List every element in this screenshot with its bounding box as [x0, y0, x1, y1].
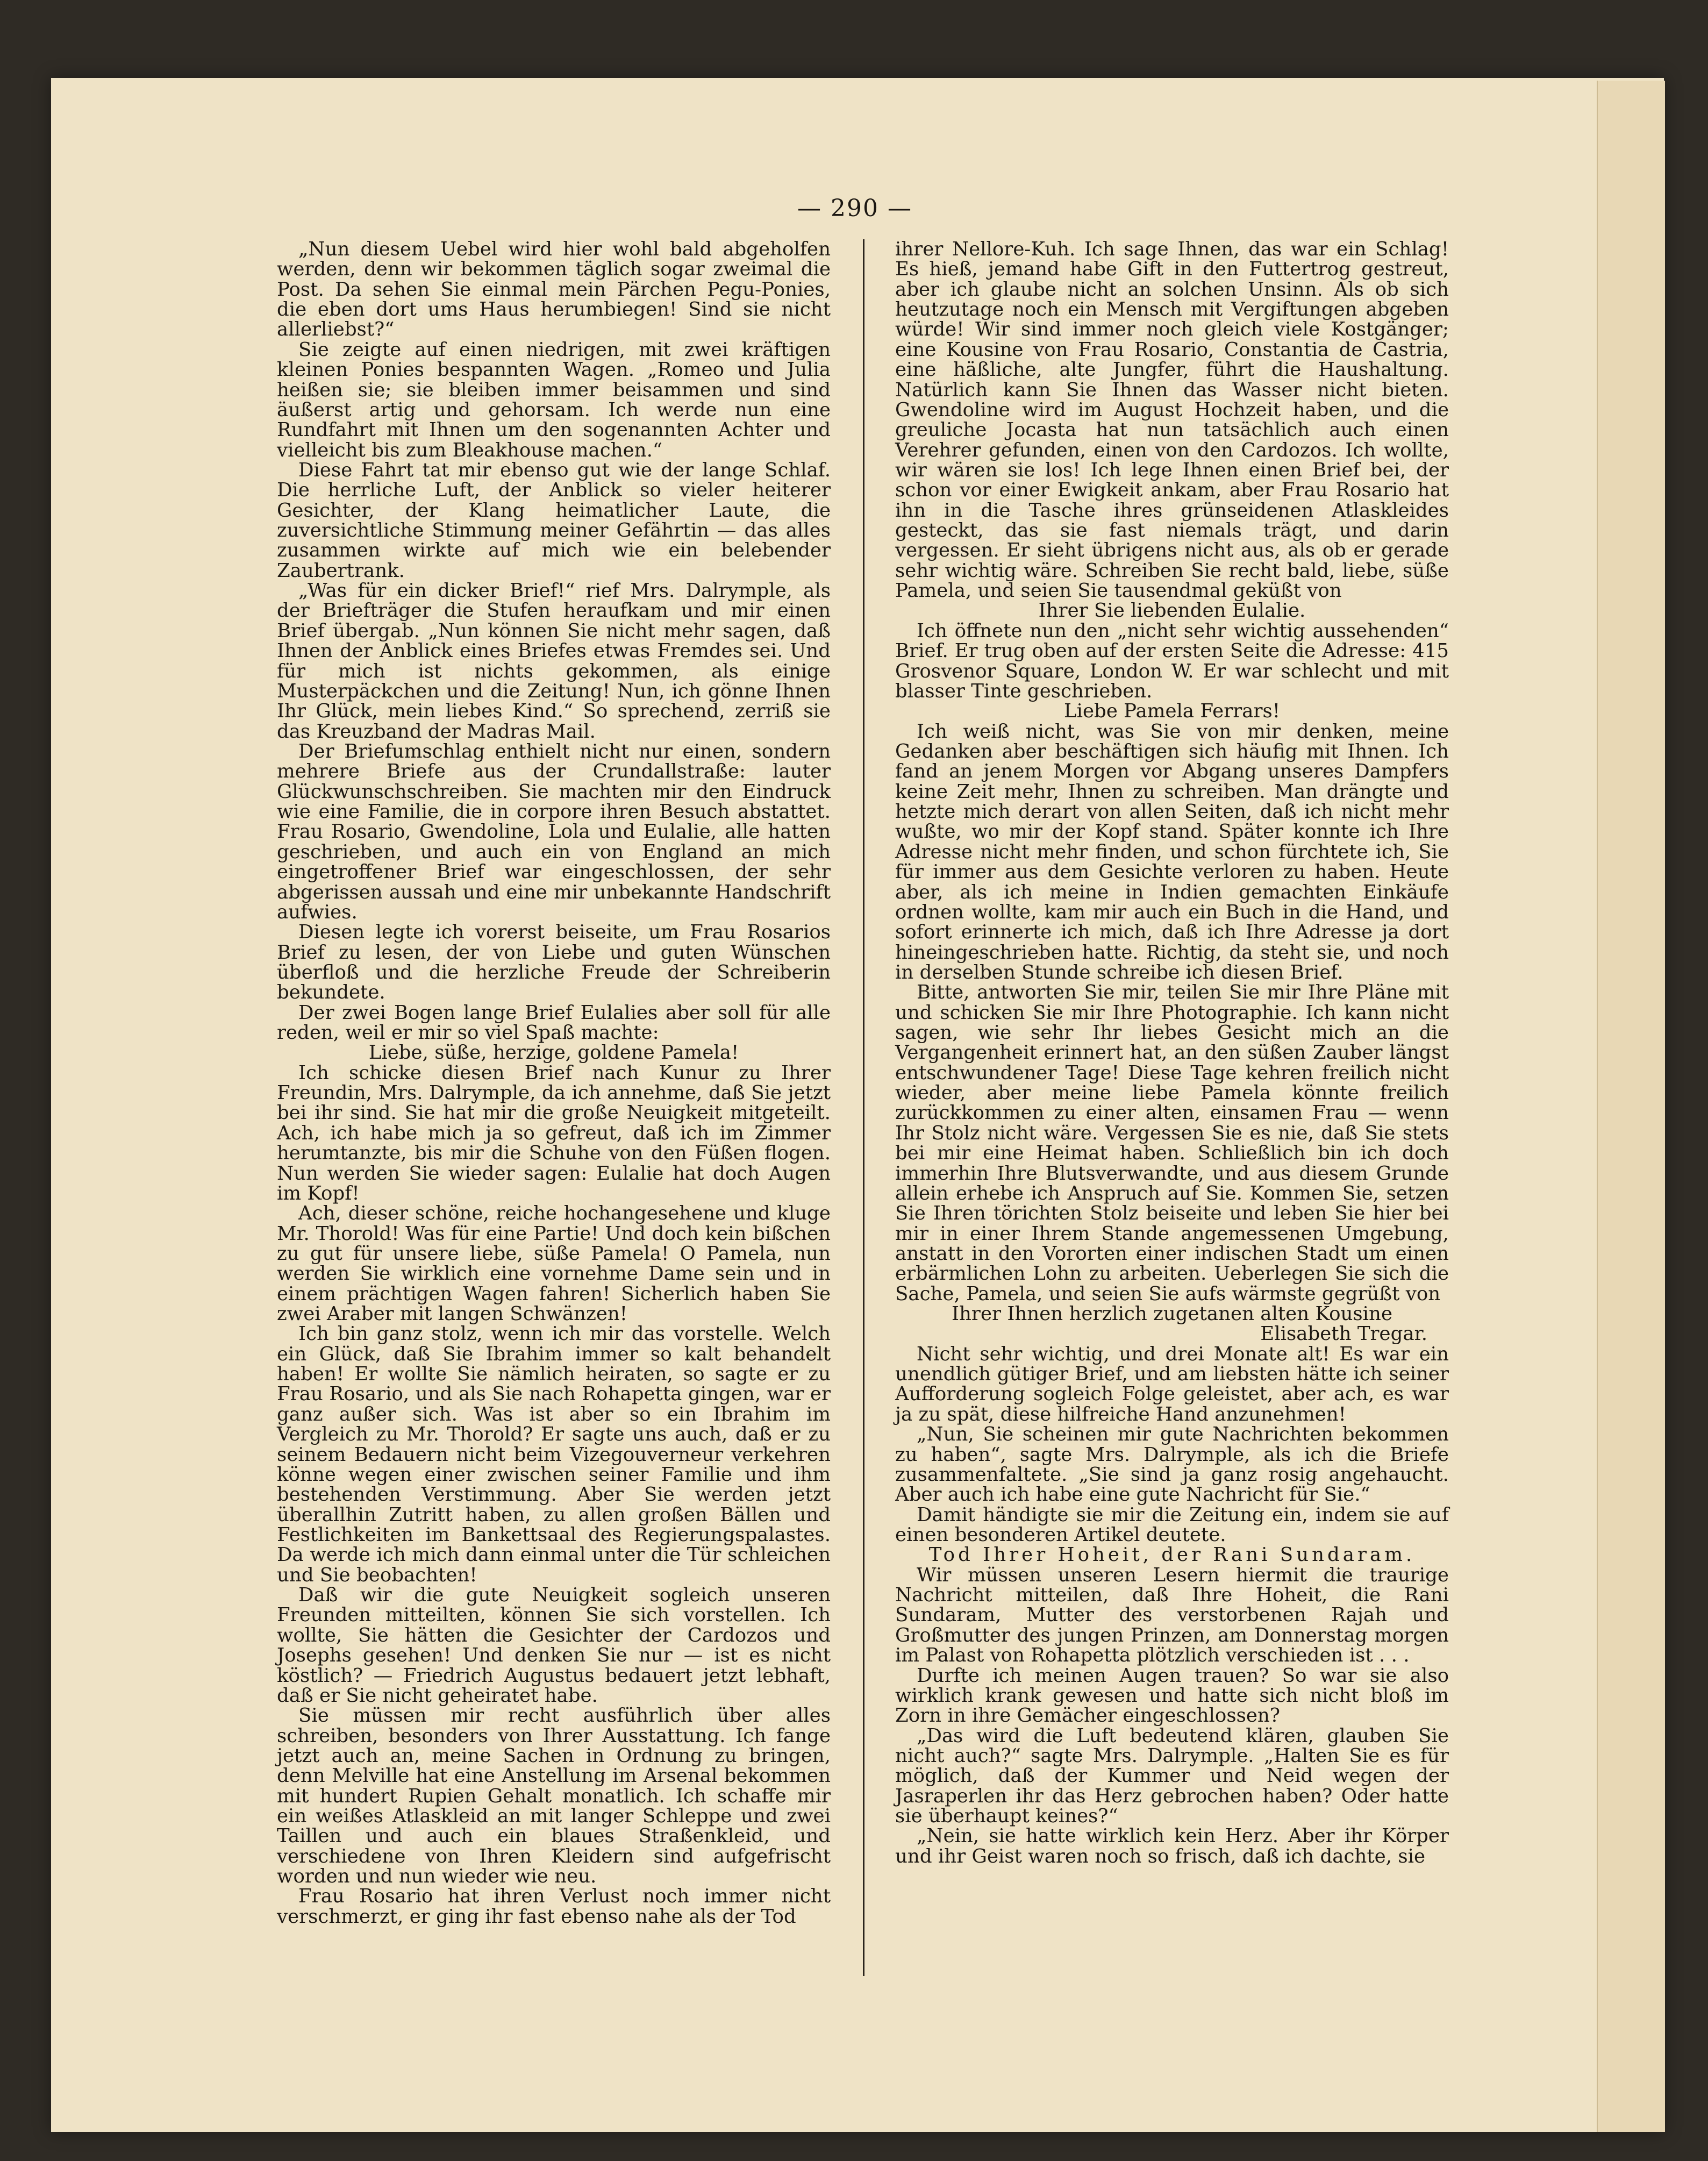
paragraph: Ich schicke diesen Brief nach Kunur zu Ihrer Freundin, Mrs. Dalrymple, da ich annehme, daß Sie jetzt bei ihr sind. Sie hat mir die große Neuigkeit mitgeteilt. Ach, ich habe mich ja so gefreut, daß ich im Zimmer herumtanzte, bis mir die Schuhe von den Füßen flogen. Nun werden Sie wieder sagen: Eulalie hat doch Augen im Kopf! [277, 1061, 831, 1204]
paragraph: Sie müssen mir recht ausführlich über alles schreiben, besonders von Ihrer Ausstattung. Ich fange jetzt auch an, meine Sachen in Ordnung zu bringen, denn Melville hat eine Anstellung im Arsenal bekommen mit hundert Rupien Gehalt monatlich. Ich schaffe mir ein weißes Atlaskleid an mit langer Schleppe und zwei Taillen und auch ein blaues Straßenkleid, und verschiedene von Ihren Kleidern sind aufgefrischt worden und nun wieder wie neu. [277, 1704, 831, 1888]
next-page-edge [1597, 81, 1665, 2132]
paragraph: „Was für ein dicker Brief!“ rief Mrs. Dalrymple, als der Briefträger die Stufen heraufkam und mir einen Brief übergab. „Nun können Sie nicht mehr sagen, daß Ihnen der Anblick eines Briefes etwas Fremdes sei. Und für mich ist nichts gekommen, als einige Musterpäckchen und die Zeitung! Nun, ich gönne Ihnen Ihr Glück, mein liebes Kind.“ So sprechend, zerriß sie das Kreuzband der Madras Mail. [277, 580, 831, 743]
paragraph: „Nun, Sie scheinen mir gute Nachrichten bekommen zu haben“, sagte Mrs. Dalrymple, als ich die Briefe zusammenfaltete. „Sie sind ja ganz rosig angehaucht. Aber auch ich habe eine gute Nachricht für Sie.“ [895, 1423, 1449, 1506]
paragraph: Der zwei Bogen lange Brief Eulalies aber soll für alle reden, weil er mir so viel Spaß machte: [277, 1001, 831, 1044]
paragraph: Bitte, antworten Sie mir, teilen Sie mir Ihre Pläne mit und schicken Sie mir Ihre Photographie. Ich kann nicht sagen, wie sehr Ihr liebes Gesicht mich an die Vergangenheit erinnert hat, an den süßen Zauber längst entschwundener Tage! Diese Tage kehren freilich nicht wieder, aber meine liebe Pamela könnte freilich zurückkommen zu einer alten, einsamen Frau — wenn Ihr Stolz nicht wäre. Vergessen Sie es nie, daß Sie stets bei mir eine Heimat haben. Schließlich bin ich doch immerhin Ihre Blutsverwandte, und aus diesem Grunde allein erhebe ich Anspruch auf Sie. Kommen Sie, setzen Sie Ihren törichten Stolz beiseite und leben Sie hier bei mir in einer Ihrem Stande angemessenen Umgebung, anstatt in den Vororten einer indischen Stadt um einen erbärmlichen Lohn zu arbeiten. Ueberlegen Sie sich die Sache, Pamela, und seien Sie aufs wärmste gegrüßt von [895, 981, 1449, 1305]
paragraph: Ich weiß nicht, was Sie von mir denken, meine Gedanken aber beschäftigen sich häufig mit Ihnen. Ich fand an jenem Morgen vor Abgang unseres Dampfers keine Zeit mehr, Ihnen zu schreiben. Man drängte und hetzte mich derart von allen Seiten, daß ich nicht mehr wußte, wo mir der Kopf stand. Später konnte ich Ihre Adresse nicht mehr finden, und schon fürchtete ich, Sie für immer aus dem Gesichte verloren zu haben. Heute aber, als ich meine in Indien gemachten Einkäufe ordnen wollte, kam mir auch ein Buch in die Hand, und sofort erinnerte ich mich, daß ich Ihre Adresse ja dort hineingeschrieben hatte. Richtig, da steht sie, und noch in derselben Stunde schreibe ich diesen Brief. [895, 720, 1449, 983]
paragraph: Nicht sehr wichtig, und drei Monate alt! Es war ein unendlich gütiger Brief, und am liebsten hätte ich seiner Aufforderung sogleich Folge geleistet, aber ach, es war ja zu spät, diese hilfreiche Hand anzunehmen! [895, 1343, 1449, 1425]
paragraph: Tod Ihrer Hoheit, der Rani Sundaram. [928, 1544, 1416, 1566]
paragraph: ihrer Nellore-Kuh. Ich sage Ihnen, das war ein Schlag! Es hieß, jemand habe Gift in den Futtertrog gestreut, aber ich glaube nicht an solchen Unsinn. Als ob sich heutzutage noch ein Mensch mit Vergiftungen abgeben würde! Wir sind immer noch gleich viele Kostgänger; eine Kousine von Frau Rosario, Constantia de Castria, eine häßliche, alte Jungfer, führt die Haushaltung. Natürlich kann Sie Ihnen das Wasser nicht bieten. Gwendoline wird im August Hochzeit haben, und die greuliche Jocasta hat nun tatsächlich auch einen Verehrer gefunden, einen von den Cardozos. Ich wollte, wir wären sie los! Ich lege Ihnen einen Brief bei, der schon vor einer Ewigkeit ankam, aber Frau Rosario hat ihn in die Tasche ihres grünseidenen Atlaskleides gesteckt, das sie fast niemals trägt, und darin vergessen. Er sieht übrigens nicht aus, als ob er gerade sehr wichtig wäre. Schreiben Sie recht bald, liebe, süße Pamela, und seien Sie tausendmal geküßt von [895, 238, 1449, 602]
paragraph: Ach, dieser schöne, reiche hochangesehene und kluge Mr. Thorold! Was für eine Partie! Und doch kein bißchen zu gut für unsere liebe, süße Pamela! O Pamela, nun werden Sie wirklich eine vornehme Dame sein und in einem prächtigen Wagen fahren! Sicherlich haben Sie zwei Araber mit langen Schwänzen! [277, 1202, 831, 1325]
paragraph: „Nein, sie hatte wirklich kein Herz. Aber ihr Körper und ihr Geist waren noch so frisch, daß ich dachte, sie [895, 1825, 1449, 1867]
paragraph: Diesen legte ich vorerst beiseite, um Frau Rosarios Brief zu lesen, der von Liebe und guten Wünschen überfloß und die herzliche Freude der Schreiberin bekundete. [277, 921, 831, 1004]
paragraph: Durfte ich meinen Augen trauen? So war sie also wirklich krank gewesen und hatte sich nicht bloß im Zorn in ihre Gemächer eingeschlossen? [895, 1664, 1449, 1727]
paragraph: Diese Fahrt tat mir ebenso gut wie der lange Schlaf. Die herrliche Luft, der Anblick so vieler heiterer Gesichter, der Klang heimatlicher Laute, die zuversichtliche Stimmung meiner Gefährtin — das alles zusammen wirkte auf mich wie ein belebender Zaubertrank. [277, 459, 831, 582]
paragraph: Sie zeigte auf einen niedrigen, mit zwei kräftigen kleinen Ponies bespannten Wagen. „Romeo und Julia heißen sie; sie bleiben immer beisammen und sind äußerst artig und gehorsam. Ich werde nun eine Rundfahrt mit Ihnen um den sogenannten Achter und vielleicht bis zum Bleakhouse machen.“ [277, 338, 831, 461]
page-number: — 290 — [797, 195, 912, 222]
paragraph: Daß wir die gute Neuigkeit sogleich unseren Freunden mitteilten, können Sie sich vorstellen. Ich wollte, Sie hätten die Gesichter der Cardozos und Josephs gesehen! Und denken Sie nur — ist es nicht köstlich? — Friedrich Augustus bedauert jetzt lebhaft, daß er Sie nicht geheiratet habe. [277, 1584, 831, 1707]
paragraph: Ich öffnete nun den „nicht sehr wichtig aussehenden“ Brief. Er trug oben auf der ersten Seite die Adresse: 415 Grosvenor Square, London W. Er war schlecht und mit blasser Tinte geschrieben. [895, 619, 1449, 702]
paragraph: Liebe Pamela Ferrars! [1063, 700, 1281, 723]
paragraph: Elisabeth Tregar. [1260, 1323, 1427, 1345]
paragraph: Wir müssen unseren Lesern hiermit die traurige Nachricht mitteilen, daß Ihre Hoheit, die Rani Sundaram, Mutter des verstorbenen Rajah und Großmutter des jungen Prinzen, am Donnerstag morgen im Palast von Rohapetta plötzlich verschieden ist . . . [895, 1564, 1449, 1667]
paragraph: Liebe, süße, herzige, goldene Pamela! [368, 1042, 739, 1064]
paragraph: Der Briefumschlag enthielt nicht nur einen, sondern mehrere Briefe aus der Crundallstraße: lauter Glückwunschschreiben. Sie machten mir den Eindruck wie eine Familie, die in corpore ihren Besuch abstattet. Frau Rosario, Gwendoline, Lola und Eulalie, alle hatten geschrieben, und auch ein von England an mich eingetroffener Brief war eingeschlossen, der sehr abgerissen aussah und eine mir unbekannte Handschrift aufwies. [277, 740, 831, 923]
paragraph: Frau Rosario hat ihren Verlust noch immer nicht verschmerzt, er ging ihr fast ebenso nahe als der Tod [277, 1885, 831, 1928]
paragraph: Ihrer Ihnen herzlich zugetanen alten Kousine [951, 1303, 1393, 1325]
left-column [277, 239, 831, 1927]
paragraph: Damit händigte sie mir die Zeitung ein, indem sie auf einen besonderen Artikel deutete. [895, 1503, 1449, 1546]
right-column [895, 239, 1449, 1866]
paragraph: Ihrer Sie liebenden Eulalie. [1038, 600, 1306, 622]
column-divider [863, 239, 864, 1976]
paragraph: „Nun diesem Uebel wird hier wohl bald abgeholfen werden, denn wir bekommen täglich sogar zweimal die Post. Da sehen Sie einmal mein Pärchen Pegu-Ponies, die eben dort ums Haus herumbiegen! Sind sie nicht allerliebst?“ [277, 238, 831, 341]
paragraph: Ich bin ganz stolz, wenn ich mir das vorstelle. Welch ein Glück, daß Sie Ibrahim immer so kalt behandelt haben! Er wollte Sie nämlich heiraten, so sagte er zu Frau Rosario, und als Sie nach Rohapetta gingen, war er ganz außer sich. Was ist aber so ein Ibrahim im Vergleich zu Mr. Thorold? Er sagte uns auch, daß er zu seinem Bedauern nicht beim Vizegouverneur verkehren könne wegen einer zwischen seiner Familie und ihm bestehenden Verstimmung. Aber Sie werden jetzt überallhin Zutritt haben, zu allen großen Bällen und Festlichkeiten im Bankettsaal des Regierungspalastes. Da werde ich mich dann einmal unter die Tür schleichen und Sie beobachten! [277, 1323, 831, 1586]
paragraph: „Das wird die Luft bedeutend klären, glauben Sie nicht auch?“ sagte Mrs. Dalrymple. „Halten Sie es für möglich, daß der Kummer und Neid wegen der Jasraperlen ihr das Herz gebrochen haben? Oder hatte sie überhaupt keines?“ [895, 1724, 1449, 1828]
